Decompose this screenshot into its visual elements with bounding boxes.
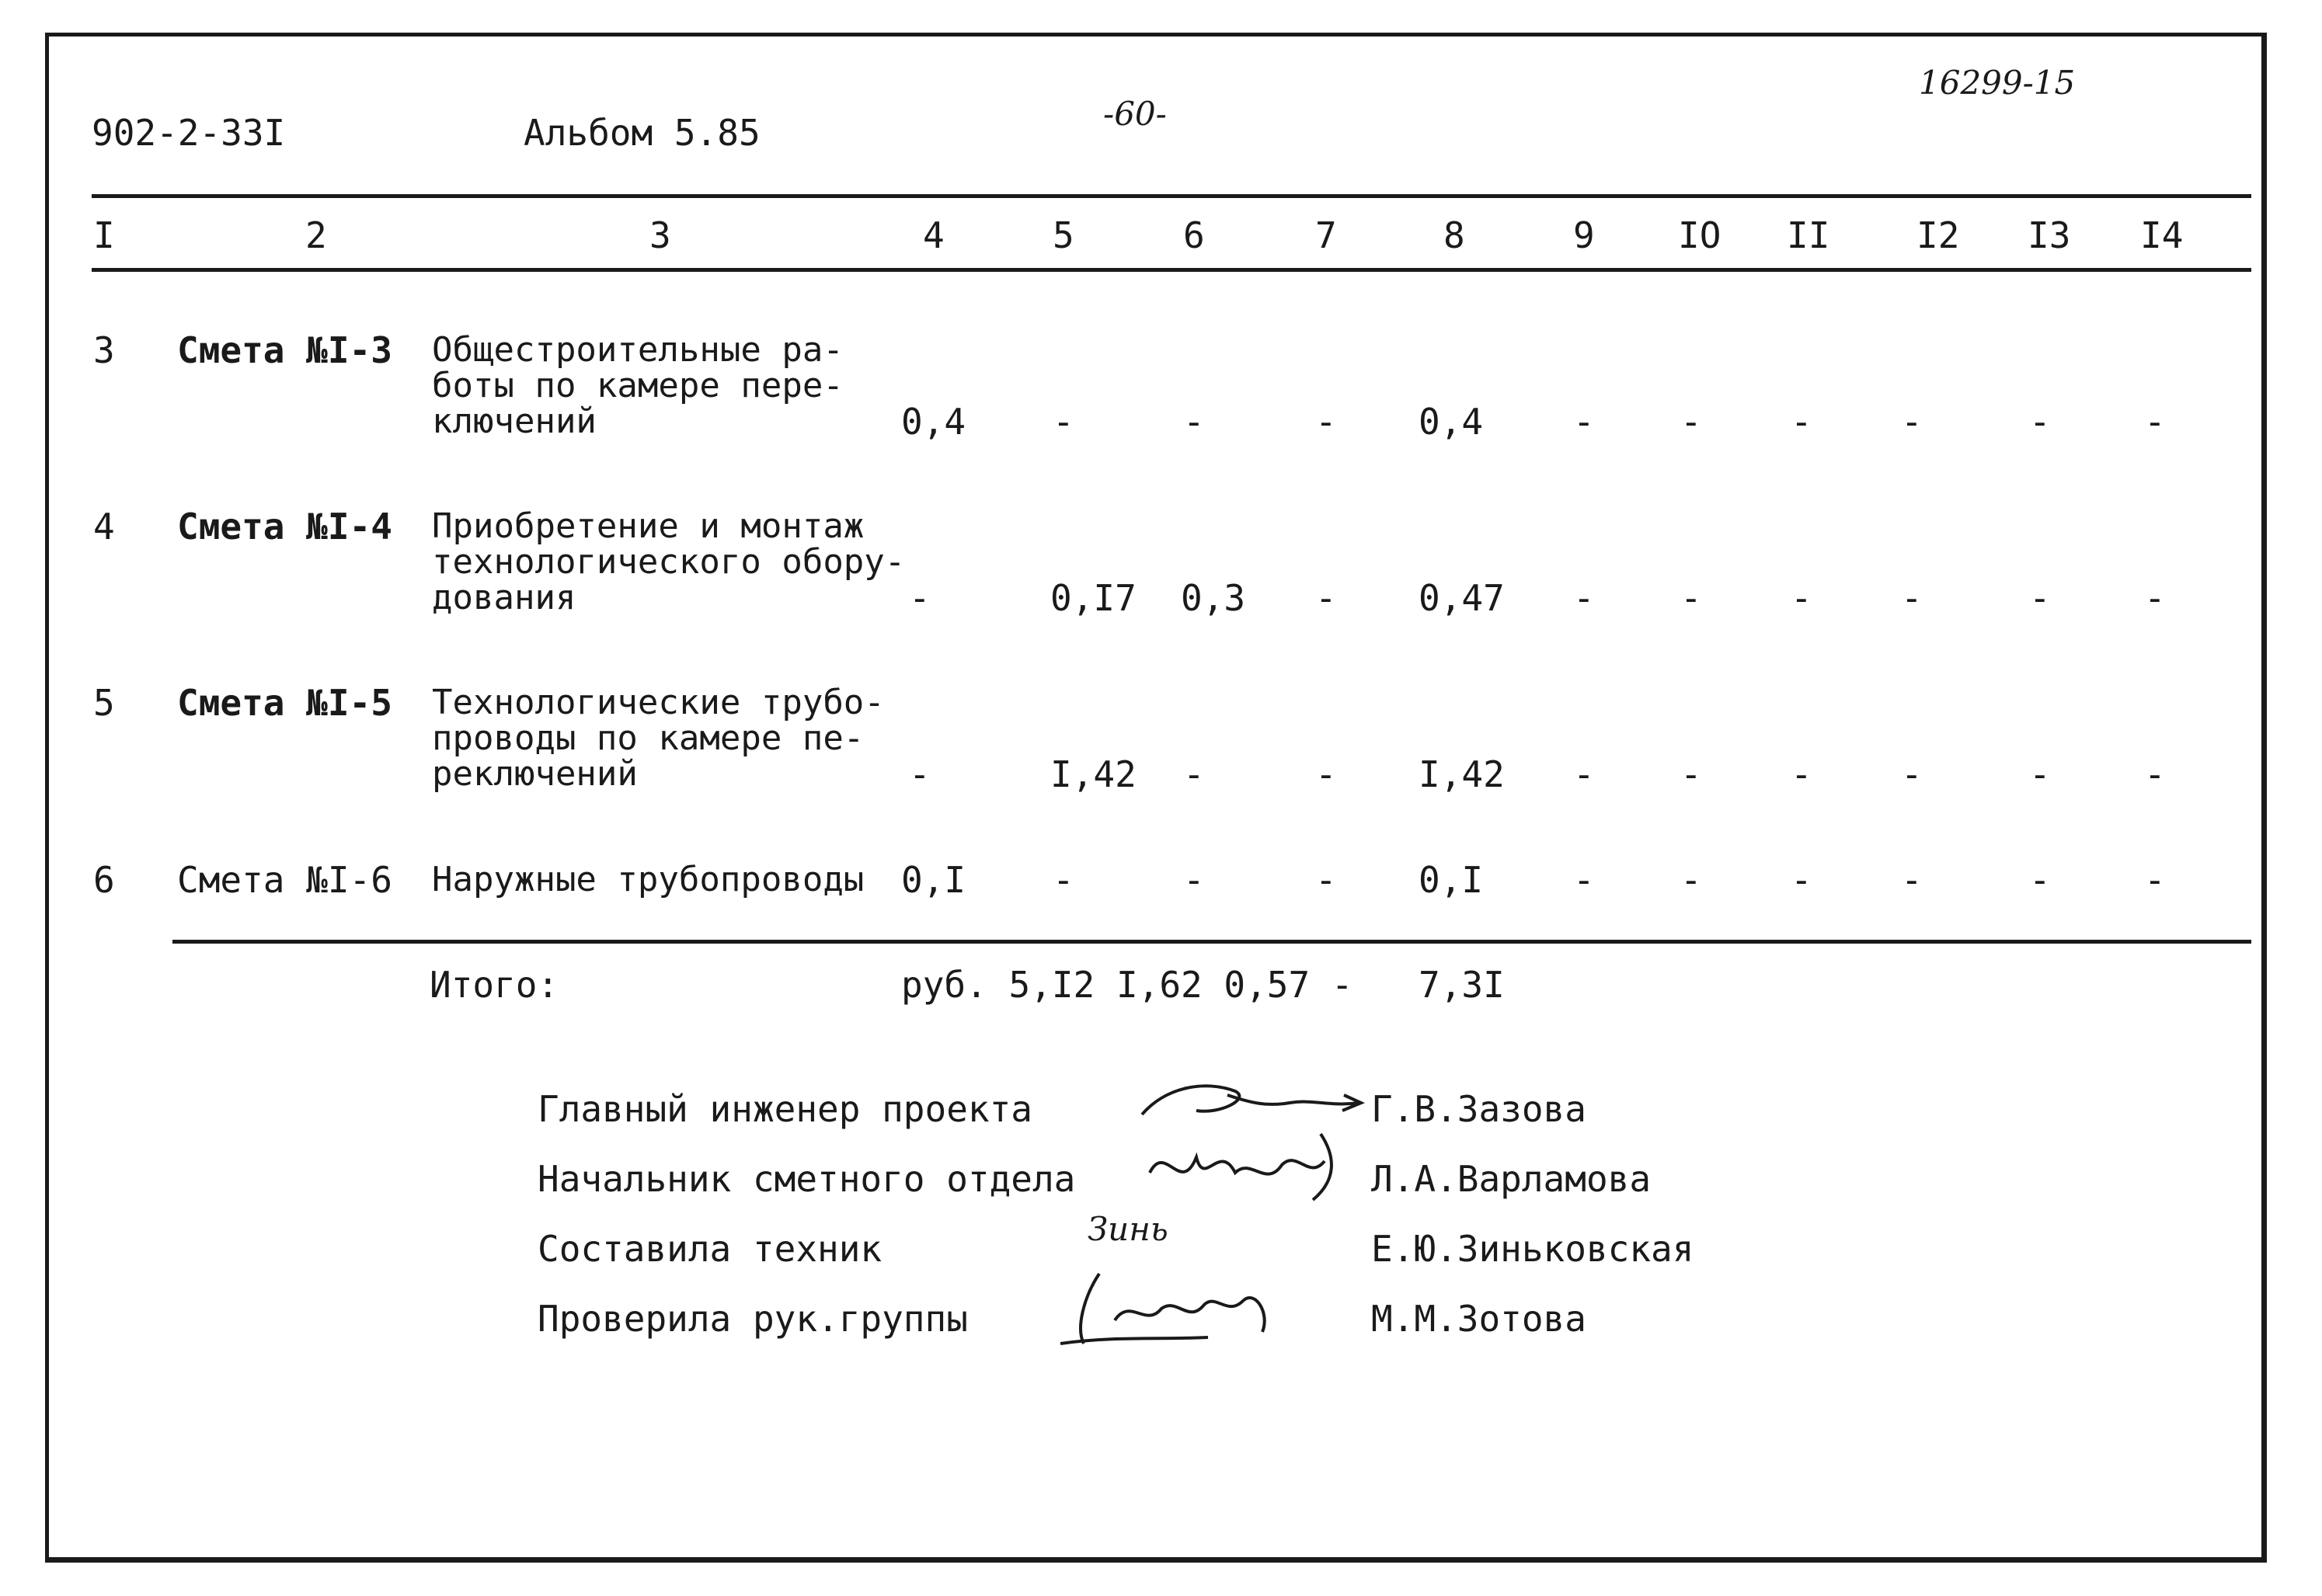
cell-col4: 0,I — [901, 859, 966, 901]
cell-col10: - — [1680, 577, 1702, 619]
row-number: 5 — [93, 682, 115, 724]
signature-role: Проверила рук.группы — [538, 1298, 968, 1340]
cell-col7: - — [1315, 859, 1337, 901]
header-rule-bottom — [92, 268, 2251, 272]
cell-col6: - — [1183, 753, 1205, 795]
total-values: руб. 5,I2 I,62 0,57 - — [901, 964, 1353, 1006]
cell-col13: - — [2029, 859, 2051, 901]
cell-col7: - — [1315, 753, 1337, 795]
cell-col12: - — [1901, 753, 1923, 795]
cell-col10: - — [1680, 859, 1702, 901]
cell-col6: - — [1183, 401, 1205, 443]
signature-role: Главный инженер проекта — [538, 1088, 1032, 1130]
cell-col4: 0,4 — [901, 401, 966, 443]
cell-col12: - — [1901, 577, 1923, 619]
cell-col10: - — [1680, 401, 1702, 443]
cell-col4: - — [909, 753, 931, 795]
signature-name: Г.В.Зазова — [1371, 1088, 1586, 1130]
row-description-line: ключений — [432, 402, 597, 441]
cell-col7: - — [1315, 577, 1337, 619]
total-sum: 7,3I — [1419, 964, 1505, 1006]
row-description-line: Приобретение и монтаж — [432, 506, 865, 546]
cell-col9: - — [1573, 401, 1595, 443]
signature-role: Составила техник — [538, 1228, 882, 1270]
cell-col5: I,42 — [1050, 753, 1137, 795]
row-description-line: реключений — [432, 754, 638, 794]
cell-col14: - — [2144, 753, 2166, 795]
row-number: 6 — [93, 859, 115, 901]
col-5: 5 — [1053, 214, 1074, 256]
col-14: I4 — [2140, 214, 2184, 256]
cell-col9: - — [1573, 859, 1595, 901]
stamp-number: 16299-15 — [1919, 64, 2076, 102]
cell-col7: - — [1315, 401, 1337, 443]
estimate-code: Смета №I-3 — [177, 329, 392, 371]
cell-col11: - — [1791, 577, 1812, 619]
cell-col5: - — [1053, 401, 1074, 443]
col-6: 6 — [1183, 214, 1205, 256]
cell-col14: - — [2144, 577, 2166, 619]
doc-code: 902-2-33I — [92, 112, 286, 154]
cell-col11: - — [1791, 401, 1812, 443]
estimate-code: Смета №I-6 — [177, 859, 392, 901]
row-description-line: боты по камере пере- — [432, 366, 844, 405]
row-description-line: технологического обору- — [432, 542, 906, 582]
cell-col14: - — [2144, 401, 2166, 443]
signature-mark — [1053, 1266, 1301, 1351]
cell-col13: - — [2029, 753, 2051, 795]
row-number: 3 — [93, 329, 115, 371]
col-2: 2 — [305, 214, 327, 256]
row-number: 4 — [93, 506, 115, 548]
signature-name: Л.А.Варламова — [1371, 1158, 1652, 1200]
col-3: 3 — [649, 214, 671, 256]
col-13: I3 — [2028, 214, 2071, 256]
album-label: Альбом 5.85 — [524, 112, 761, 154]
col-9: 9 — [1573, 214, 1595, 256]
col-11: II — [1787, 214, 1830, 256]
header-rule-top — [92, 194, 2251, 198]
cell-col8: 0,47 — [1419, 577, 1505, 619]
cell-col8: 0,4 — [1419, 401, 1484, 443]
row-description-line: Технологические трубо- — [432, 683, 885, 722]
cell-col6: - — [1183, 859, 1205, 901]
signature-mark — [1134, 1072, 1367, 1134]
cell-col6: 0,3 — [1181, 577, 1246, 619]
estimate-code: Смета №I-4 — [177, 506, 392, 548]
cell-col11: - — [1791, 859, 1812, 901]
row-description-line: Наружные трубопроводы — [432, 860, 865, 899]
cell-col5: 0,I7 — [1050, 577, 1137, 619]
col-8: 8 — [1443, 214, 1465, 256]
cell-col13: - — [2029, 401, 2051, 443]
col-1: I — [93, 214, 115, 256]
cell-col11: - — [1791, 753, 1812, 795]
cell-col8: 0,I — [1419, 859, 1484, 901]
estimate-code: Смета №I-5 — [177, 682, 392, 724]
col-10: IO — [1678, 214, 1721, 256]
page-number: -60- — [1103, 95, 1167, 133]
col-7: 7 — [1315, 214, 1337, 256]
cell-col4: - — [909, 577, 931, 619]
total-rule — [172, 940, 2251, 944]
signature-name: М.М.Зотова — [1371, 1298, 1586, 1340]
col-4: 4 — [923, 214, 945, 256]
signature-name: Е.Ю.Зиньковская — [1371, 1228, 1694, 1270]
cell-col14: - — [2144, 859, 2166, 901]
row-description-line: проводы по камере пе- — [432, 718, 865, 758]
signature-handwritten: Зинь — [1088, 1210, 1168, 1248]
col-12: I2 — [1916, 214, 1960, 256]
signature-mark — [1142, 1126, 1344, 1204]
cell-col13: - — [2029, 577, 2051, 619]
cell-col10: - — [1680, 753, 1702, 795]
signature-role: Начальник сметного отдела — [538, 1158, 1076, 1200]
cell-col12: - — [1901, 859, 1923, 901]
cell-col5: - — [1053, 859, 1074, 901]
cell-col12: - — [1901, 401, 1923, 443]
cell-col8: I,42 — [1419, 753, 1505, 795]
cell-col9: - — [1573, 577, 1595, 619]
total-label: Итого: — [430, 964, 559, 1006]
row-description-line: Общестроительные ра- — [432, 330, 844, 370]
cell-col9: - — [1573, 753, 1595, 795]
row-description-line: дования — [432, 578, 576, 617]
